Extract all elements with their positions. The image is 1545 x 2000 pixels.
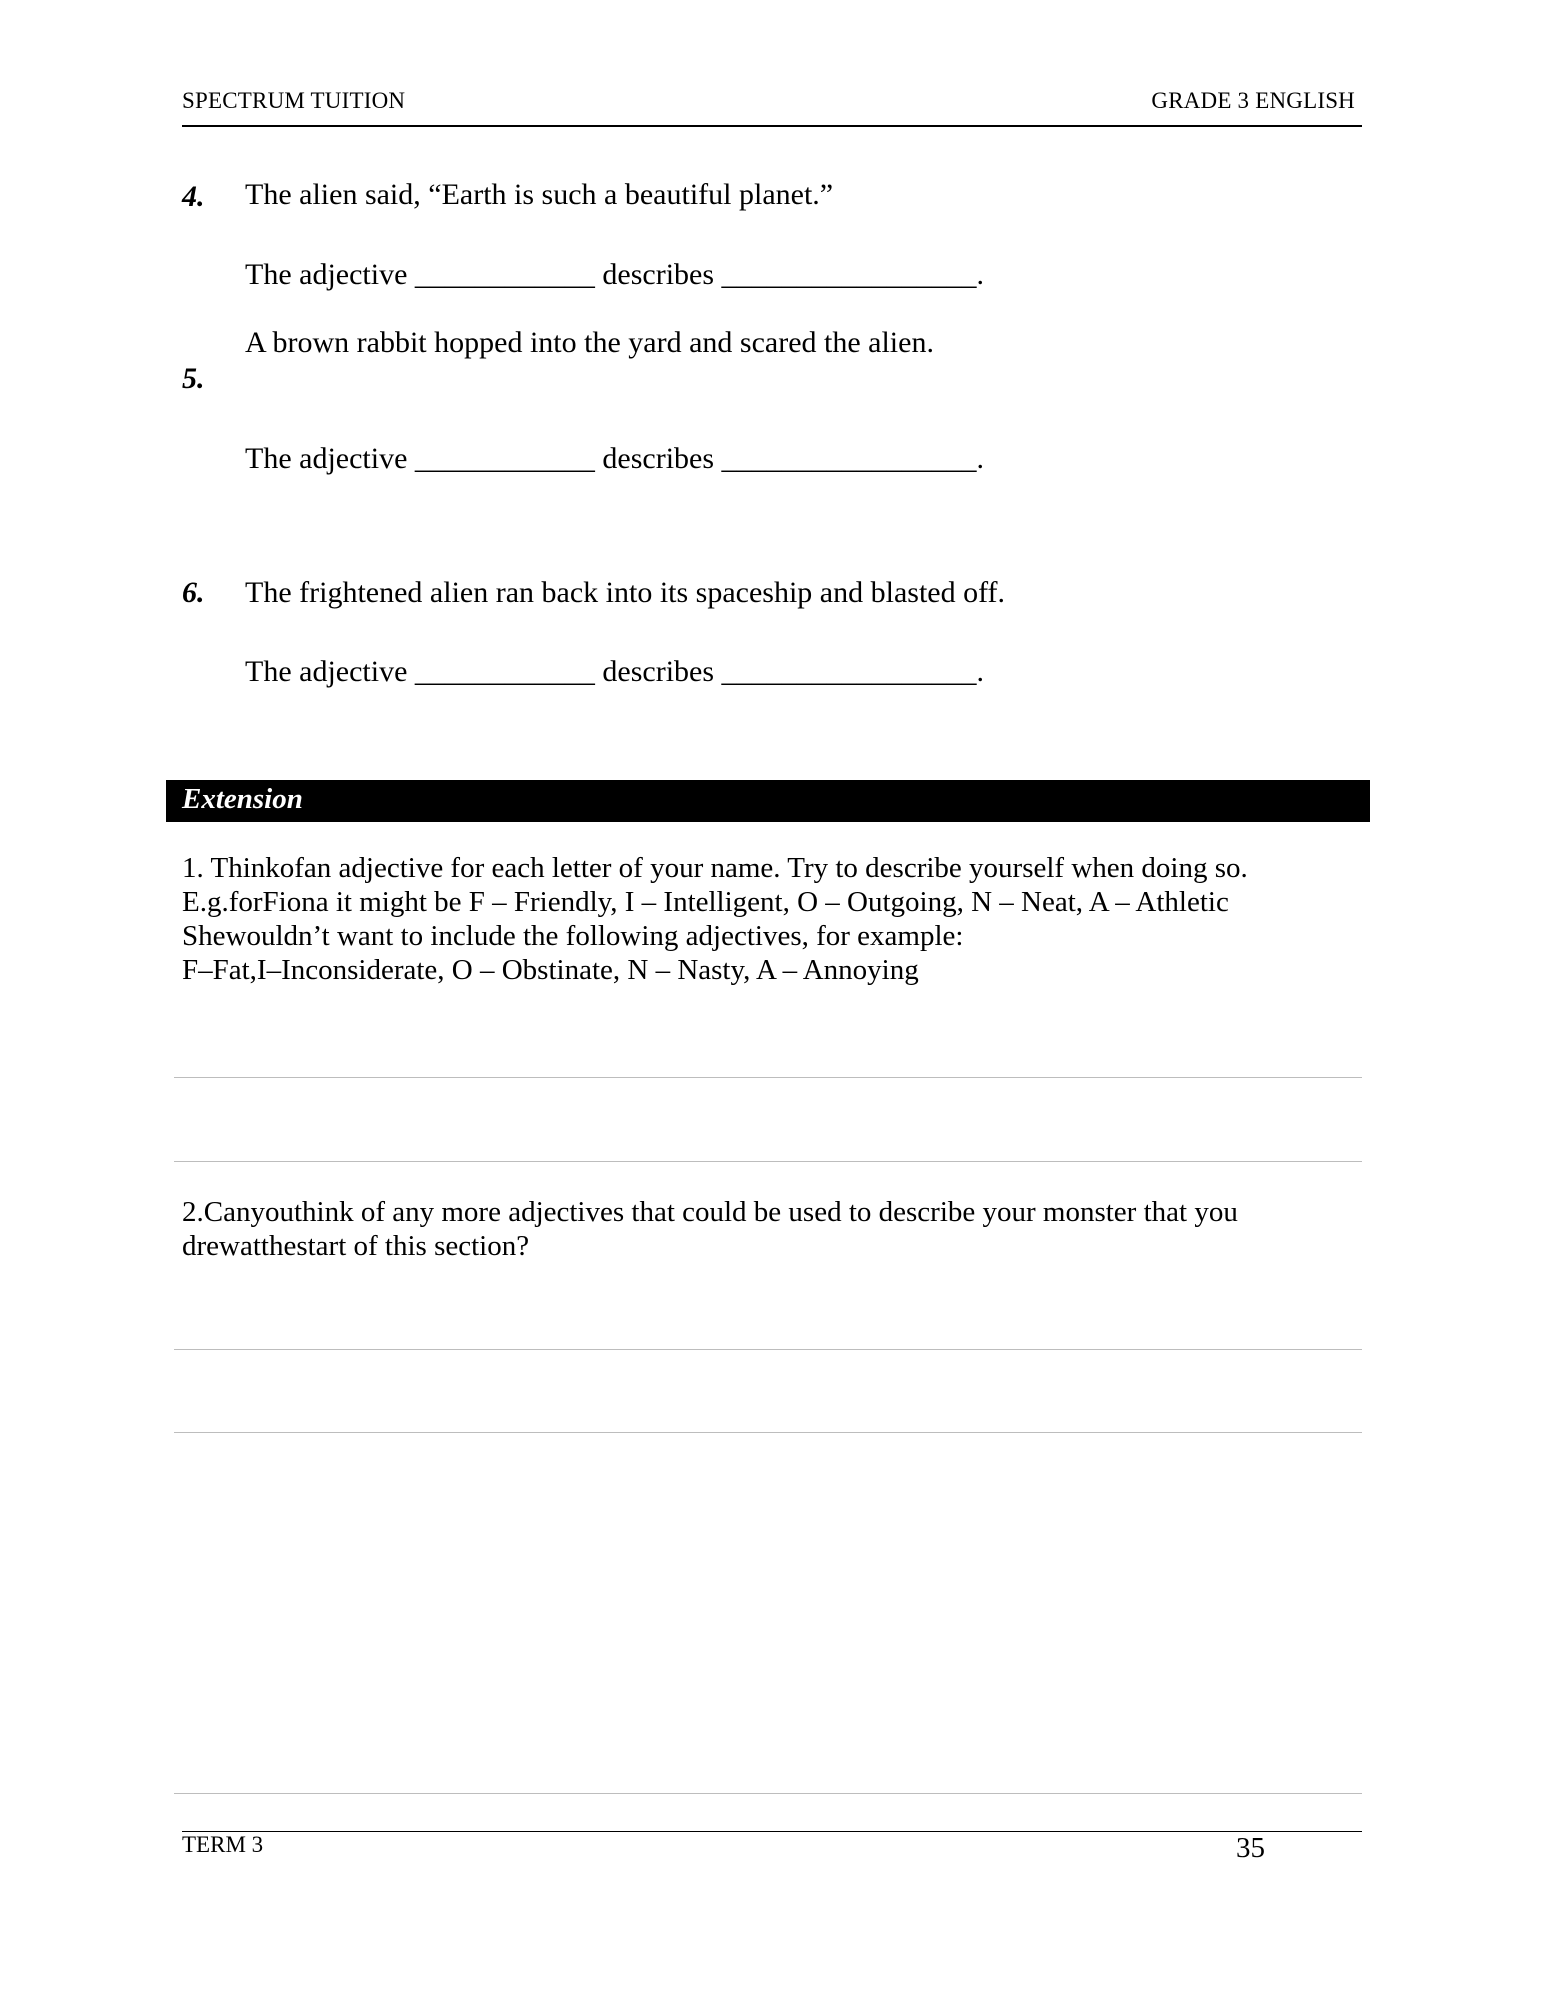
extension-q1-line: E.g.forFiona it might be F – Friendly, I – Intelligent, O – Outgoing, N – Neat, A – Athletic — [182, 886, 1229, 918]
extension-q1-line: F–Fat,I–Inconsiderate, O – Obstinate, N – Nasty, A – Annoying — [182, 954, 919, 986]
header-grade: GRADE 3 ENGLISH — [1151, 88, 1355, 113]
extension-q2-line: 2.Canyouthink of any more adjectives that could be used to describe your monster that you — [182, 1196, 1238, 1228]
answer-line[interactable] — [174, 1077, 1362, 1078]
extension-banner — [166, 780, 1370, 822]
exercise-prompt: The adjective ____________ describes _________________. — [245, 655, 985, 688]
exercise-prompt: The adjective ____________ describes _________________. — [245, 442, 985, 475]
exercise-number: 6. — [182, 576, 205, 609]
extension-q1-line: Shewouldn’t want to include the following adjectives, for example: — [182, 920, 964, 952]
exercise-sentence: A brown rabbit hopped into the yard and scared the alien. — [245, 326, 934, 359]
extension-title: Extension — [182, 783, 303, 815]
exercise-number: 4. — [182, 180, 205, 213]
footer-term: TERM 3 — [182, 1832, 264, 1857]
header-divider — [182, 125, 1362, 127]
page-number: 35 — [1236, 1832, 1265, 1864]
exercise-number: 5. — [182, 362, 205, 395]
footer-divider — [182, 1831, 1362, 1832]
header-title: SPECTRUM TUITION — [182, 88, 406, 113]
extension-q2-line: drewatthestart of this section? — [182, 1230, 530, 1262]
answer-line[interactable] — [174, 1161, 1362, 1162]
answer-line[interactable] — [174, 1432, 1362, 1433]
exercise-sentence: The frightened alien ran back into its spaceship and blasted off. — [245, 576, 1006, 609]
exercise-sentence: The alien said, “Earth is such a beautiful planet.” — [245, 178, 834, 211]
answer-line[interactable] — [174, 1793, 1362, 1794]
answer-line[interactable] — [174, 1349, 1362, 1350]
exercise-prompt: The adjective ____________ describes _________________. — [245, 258, 985, 291]
extension-q1-line: 1. Thinkofan adjective for each letter of your name. Try to describe yourself when doing so. — [182, 852, 1248, 884]
